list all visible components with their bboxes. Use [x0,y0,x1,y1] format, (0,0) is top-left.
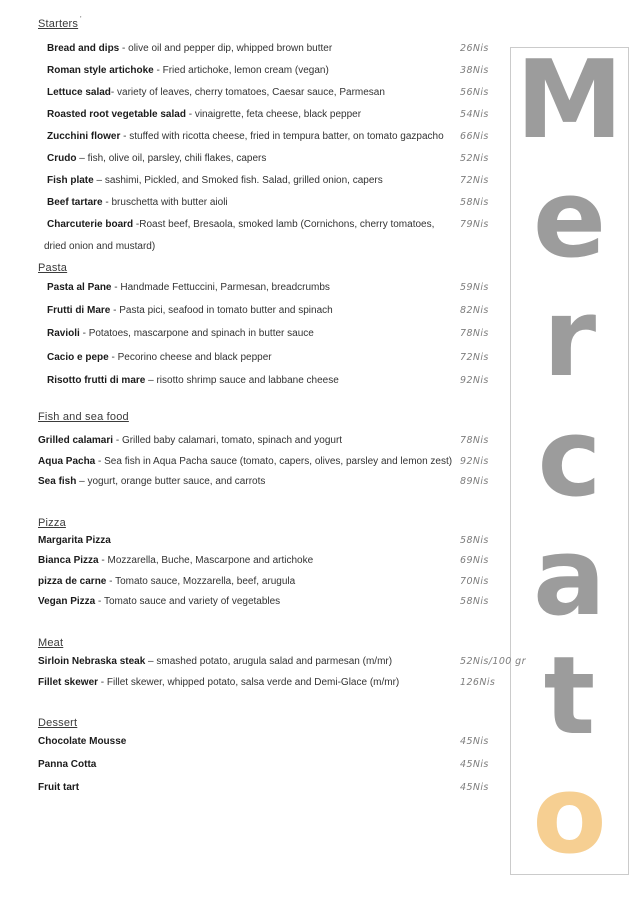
item-name: Beef tartare [47,197,103,208]
item-name: Sea fish [38,476,77,487]
item-description: Mozzarella, Buche, Mascarpone and artichoke [107,555,314,567]
item-description: sashimi, Pickled, and Smoked fish. Salad, grilled onion, capers [104,175,383,186]
item-name: Panna Cotta [38,758,97,770]
logo-letter-o: o [532,753,607,879]
item-price: 92Nis [460,455,489,467]
menu-item [38,434,510,455]
item-separator: – [93,175,105,186]
item-description: Potatoes, mascarpone and spinach in butter sauce [88,328,314,340]
section-title-mark: ' [80,15,82,23]
item-description: Sea fish in Aqua Pacha sauce (tomato, capers, olives, parsley and lemon zest) [104,455,453,467]
item-separator: - [133,219,140,230]
section-items [38,735,510,803]
item-separator: – [145,374,157,386]
item-description: variety of leaves, cherry tomatoes, Caesar sauce, Parmesan [117,87,385,98]
menu-section [38,407,510,496]
item-name: Crudo [47,153,77,164]
section-title: Fish and sea food [38,411,129,423]
item-name: Margarita Pizza [38,535,111,546]
item-description: Handmade Fettuccini, Parmesan, breadcrumbs [120,282,330,293]
menu-item [38,475,510,496]
item-description: Tomato sauce, Mozzarella, beef, arugula [115,575,296,587]
menu-item [38,534,510,554]
item-price: 26Nis [460,43,489,54]
item-name: Charcuterie board [47,219,134,230]
item-separator: - [113,435,122,446]
item-name: Frutti di Mare [47,305,111,317]
item-price: 69Nis [460,555,489,567]
item-name: Bianca Pizza [38,555,99,567]
menu-item [38,455,510,476]
section-title: Pizza [38,517,66,529]
item-separator: - [98,676,107,688]
item-name: Grilled calamari [38,435,114,446]
section-header [38,633,510,648]
mercato-logo [510,38,629,879]
item-price: 58Nis [460,595,489,607]
item-description: Roast beef, Bresaola, smoked lamb (Cornichons, cherry tomatoes, [139,219,435,230]
item-description: Tomato sauce and variety of vegetables [103,595,281,607]
menu-item [38,327,510,350]
section-header [38,407,510,422]
item-price: 58Nis [460,197,489,208]
item-description: yogurt, orange butter sauce, and carrots [87,476,266,487]
item-separator: - [106,575,116,587]
item-name: Pasta al Pane [47,282,112,293]
menu-item [38,575,510,595]
menu-section [38,513,510,615]
item-price: 45Nis [460,781,489,793]
item-description: olive oil and pepper dip, whipped brown butter [128,43,333,54]
menu-item [38,152,510,174]
section-title: Pasta [38,262,68,274]
section-items [38,281,510,397]
item-price: 70Nis [460,575,489,587]
menu-section [38,258,510,397]
item-price: 56Nis [460,87,489,98]
logo-letter-c: c [537,395,602,521]
item-name: Bread and dips [47,43,120,54]
item-name: Fillet skewer [38,676,99,688]
logo-letter-a: a [533,514,606,640]
item-separator: - [110,87,118,98]
item-separator: - [120,131,130,142]
section-header [38,14,510,29]
item-description: Fillet skewer, whipped potato, salsa verde and Demi-Glace (m/mr) [106,676,400,688]
logo-letter-m: M [515,38,624,163]
item-price: 78Nis [460,328,489,340]
item-description: Pasta pici, seafood in tomato butter and spinach [119,305,333,317]
menu-item [38,196,510,218]
section-title: Starters [38,18,79,30]
logo-letter-e: e [532,157,607,283]
item-separator: - [98,555,108,567]
item-price: 72Nis [460,351,489,363]
menu-item [38,676,510,697]
section-items [38,655,526,696]
item-separator: - [95,595,104,607]
item-price: 79Nis [460,219,489,230]
item-price: 89Nis [460,476,489,487]
logo-letter-t: t [543,634,596,760]
menu-item [38,174,510,196]
item-price: 38Nis [460,65,489,76]
menu-item [38,130,510,152]
item-price: 82Nis [460,305,489,317]
menu-section [38,14,510,253]
item-price: 52Nis/100 gr [460,656,526,667]
item-separator: - [102,197,112,208]
item-separator: - [95,455,105,467]
item-price: 92Nis [460,374,489,386]
item-separator: – [76,153,88,164]
item-name: Aqua Pacha [38,455,96,467]
menu-item [38,758,510,781]
menu-item [38,735,510,758]
menu-item [38,281,510,304]
item-price: 58Nis [460,535,489,546]
item-name: Fish plate [47,175,94,186]
menu-section [38,713,510,803]
menu-item [38,42,510,64]
item-description: bruschetta with butter aioli [111,197,228,208]
section-items [38,434,510,496]
item-description: Grilled baby calamari, tomato, spinach and yogurt [121,435,343,446]
item-name: Zucchini flower [47,131,121,142]
item-separator: - [119,43,129,54]
menu-item [38,554,510,574]
item-description: fish, olive oil, parsley, chili flakes, capers [87,153,267,164]
item-separator: - [153,65,163,76]
menu-item [38,86,510,108]
item-description: smashed potato, arugula salad and parmesan (m/mr) [156,656,393,667]
section-header [38,258,510,273]
item-price: 54Nis [460,109,489,120]
menu-item [38,374,510,397]
item-separator: - [79,328,89,340]
item-separator: – [145,656,157,667]
item-name: Risotto frutti di mare [47,374,146,386]
item-description: stuffed with ricotta cheese, fried in tempura batter, on tomato gazpacho [129,131,444,142]
item-price: 59Nis [460,282,489,293]
menu-item [38,781,510,804]
item-price: 72Nis [460,175,489,186]
item-price: 52Nis [460,153,489,164]
menu-item [38,64,510,86]
menu-item [38,108,510,130]
item-description-line2: dried onion and mustard) [44,241,156,252]
item-name: Vegan Pizza [38,595,96,607]
item-description: Fried artichoke, lemon cream (vegan) [162,65,329,76]
item-price: 126Nis [460,676,496,688]
item-name: Ravioli [47,328,80,340]
item-price: 45Nis [460,736,489,747]
logo-letter-r: r [542,276,597,402]
item-name: Fruit tart [38,781,80,793]
item-description: risotto shrimp sauce and labbane cheese [156,374,339,386]
section-title: Meat [38,637,64,649]
item-name: Cacio e pepe [47,351,109,363]
menu-section [38,633,526,696]
item-name: Sirloin Nebraska steak [38,656,146,667]
menu-item [38,218,510,253]
item-name: Roman style artichoke [47,65,154,76]
section-header [38,513,510,528]
menu-item [38,655,526,676]
menu-item [38,351,510,374]
item-separator: - [111,282,121,293]
item-name: Chocolate Mousse [38,736,127,747]
item-separator: - [185,109,195,120]
item-separator: - [108,351,118,363]
item-name: Lettuce salad [47,87,111,98]
item-name: pizza de carne [38,575,107,587]
menu-item [38,304,510,327]
section-header [38,713,510,728]
section-items [38,42,510,253]
item-price: 66Nis [460,131,489,142]
item-price: 78Nis [460,435,489,446]
item-name: Roasted root vegetable salad [47,109,186,120]
section-items [38,534,510,615]
section-title: Dessert [38,717,78,729]
item-description: Pecorino cheese and black pepper [117,351,272,363]
item-description: vinaigrette, feta cheese, black pepper [194,109,362,120]
item-separator: – [76,476,88,487]
menu-item [38,595,510,615]
item-price: 45Nis [460,758,489,770]
item-separator: - [110,305,120,317]
